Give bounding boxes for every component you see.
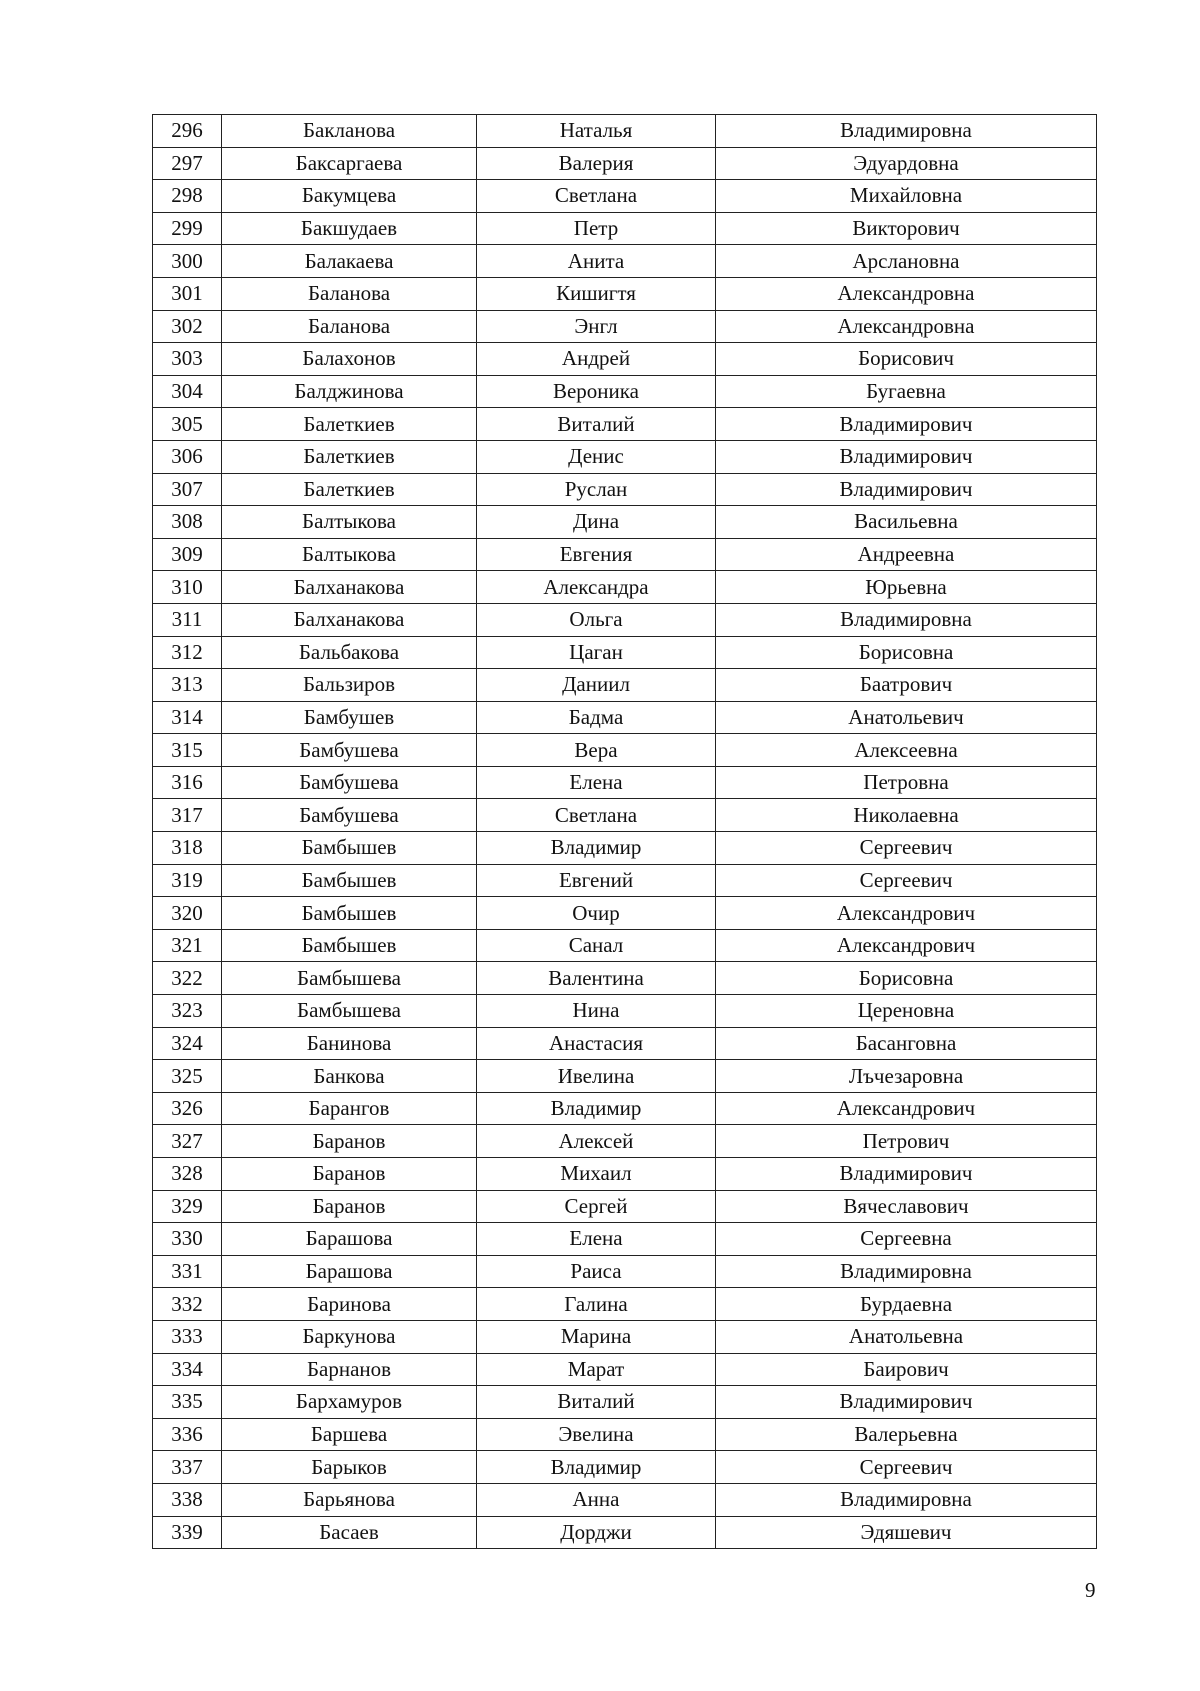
row-number-cell: 309 bbox=[153, 538, 222, 571]
patronymic-cell: Николаевна bbox=[716, 799, 1097, 832]
first-name-cell: Валентина bbox=[477, 962, 716, 995]
last-name-cell: Басаев bbox=[222, 1516, 477, 1549]
row-number-cell: 333 bbox=[153, 1320, 222, 1353]
patronymic-cell: Алексеевна bbox=[716, 734, 1097, 767]
row-number-cell: 327 bbox=[153, 1125, 222, 1158]
last-name-cell: Балеткиев bbox=[222, 408, 477, 441]
row-number-cell: 339 bbox=[153, 1516, 222, 1549]
patronymic-cell: Владимирович bbox=[716, 1158, 1097, 1191]
last-name-cell: Бамбышев bbox=[222, 864, 477, 897]
last-name-cell: Балтыкова bbox=[222, 538, 477, 571]
patronymic-cell: Владимировна bbox=[716, 1255, 1097, 1288]
table-row bbox=[153, 212, 1097, 245]
patronymic-cell: Юрьевна bbox=[716, 571, 1097, 604]
table-row bbox=[153, 147, 1097, 180]
table-row bbox=[153, 766, 1097, 799]
row-number-cell: 329 bbox=[153, 1190, 222, 1223]
patronymic-cell: Сергеевич bbox=[716, 832, 1097, 865]
last-name-cell: Банинова bbox=[222, 1027, 477, 1060]
table-row bbox=[153, 343, 1097, 376]
table-row bbox=[153, 1027, 1097, 1060]
patronymic-cell: Александрович bbox=[716, 897, 1097, 930]
row-number-cell: 331 bbox=[153, 1255, 222, 1288]
row-number-cell: 332 bbox=[153, 1288, 222, 1321]
last-name-cell: Банкова bbox=[222, 1060, 477, 1093]
row-number-cell: 298 bbox=[153, 180, 222, 213]
row-number-cell: 321 bbox=[153, 929, 222, 962]
row-number-cell: 314 bbox=[153, 701, 222, 734]
patronymic-cell: Борисовна bbox=[716, 636, 1097, 669]
row-number-cell: 320 bbox=[153, 897, 222, 930]
row-number-cell: 334 bbox=[153, 1353, 222, 1386]
last-name-cell: Балеткиев bbox=[222, 473, 477, 506]
last-name-cell: Бамбышева bbox=[222, 962, 477, 995]
last-name-cell: Балахонов bbox=[222, 343, 477, 376]
last-name-cell: Баранов bbox=[222, 1158, 477, 1191]
first-name-cell: Руслан bbox=[477, 473, 716, 506]
patronymic-cell: Эдуардовна bbox=[716, 147, 1097, 180]
first-name-cell: Сергей bbox=[477, 1190, 716, 1223]
first-name-cell: Дина bbox=[477, 506, 716, 539]
last-name-cell: Барашова bbox=[222, 1255, 477, 1288]
table-row bbox=[153, 1353, 1097, 1386]
row-number-cell: 313 bbox=[153, 669, 222, 702]
table-row bbox=[153, 277, 1097, 310]
table-row bbox=[153, 180, 1097, 213]
table-row bbox=[153, 1320, 1097, 1353]
last-name-cell: Бамбушев bbox=[222, 701, 477, 734]
first-name-cell: Марат bbox=[477, 1353, 716, 1386]
patronymic-cell: Александровна bbox=[716, 310, 1097, 343]
table-row bbox=[153, 636, 1097, 669]
first-name-cell: Евгений bbox=[477, 864, 716, 897]
row-number-cell: 325 bbox=[153, 1060, 222, 1093]
table-row bbox=[153, 538, 1097, 571]
first-name-cell: Эвелина bbox=[477, 1418, 716, 1451]
table-row bbox=[153, 1158, 1097, 1191]
last-name-cell: Бамбушева bbox=[222, 734, 477, 767]
table-row bbox=[153, 799, 1097, 832]
patronymic-cell: Владимировна bbox=[716, 115, 1097, 148]
last-name-cell: Баранов bbox=[222, 1190, 477, 1223]
table-row bbox=[153, 1516, 1097, 1549]
table-row bbox=[153, 1092, 1097, 1125]
patronymic-cell: Лъчезаровна bbox=[716, 1060, 1097, 1093]
last-name-cell: Баранов bbox=[222, 1125, 477, 1158]
first-name-cell: Анита bbox=[477, 245, 716, 278]
row-number-cell: 322 bbox=[153, 962, 222, 995]
row-number-cell: 305 bbox=[153, 408, 222, 441]
table-row bbox=[153, 929, 1097, 962]
first-name-cell: Валерия bbox=[477, 147, 716, 180]
first-name-cell: Даниил bbox=[477, 669, 716, 702]
last-name-cell: Баршева bbox=[222, 1418, 477, 1451]
patronymic-cell: Сергеевна bbox=[716, 1223, 1097, 1256]
table-row bbox=[153, 506, 1097, 539]
first-name-cell: Владимир bbox=[477, 1092, 716, 1125]
last-name-cell: Бакланова bbox=[222, 115, 477, 148]
last-name-cell: Бархамуров bbox=[222, 1386, 477, 1419]
table-row bbox=[153, 1125, 1097, 1158]
first-name-cell: Ивелина bbox=[477, 1060, 716, 1093]
patronymic-cell: Александрович bbox=[716, 1092, 1097, 1125]
first-name-cell: Наталья bbox=[477, 115, 716, 148]
row-number-cell: 302 bbox=[153, 310, 222, 343]
last-name-cell: Бамбышев bbox=[222, 897, 477, 930]
patronymic-cell: Владимирович bbox=[716, 1386, 1097, 1419]
patronymic-cell: Владимировна bbox=[716, 603, 1097, 636]
table-row bbox=[153, 897, 1097, 930]
row-number-cell: 328 bbox=[153, 1158, 222, 1191]
row-number-cell: 336 bbox=[153, 1418, 222, 1451]
patronymic-cell: Владимирович bbox=[716, 408, 1097, 441]
table-row bbox=[153, 245, 1097, 278]
first-name-cell: Светлана bbox=[477, 180, 716, 213]
first-name-cell: Александра bbox=[477, 571, 716, 604]
patronymic-cell: Сергеевич bbox=[716, 1451, 1097, 1484]
first-name-cell: Кишигтя bbox=[477, 277, 716, 310]
patronymic-cell: Петрович bbox=[716, 1125, 1097, 1158]
patronymic-cell: Арслановна bbox=[716, 245, 1097, 278]
table-row bbox=[153, 995, 1097, 1028]
patronymic-cell: Владимировна bbox=[716, 1483, 1097, 1516]
patronymic-cell: Баирович bbox=[716, 1353, 1097, 1386]
first-name-cell: Бадма bbox=[477, 701, 716, 734]
last-name-cell: Бамбышев bbox=[222, 832, 477, 865]
first-name-cell: Ольга bbox=[477, 603, 716, 636]
table-row bbox=[153, 701, 1097, 734]
row-number-cell: 304 bbox=[153, 375, 222, 408]
row-number-cell: 299 bbox=[153, 212, 222, 245]
patronymic-cell: Викторович bbox=[716, 212, 1097, 245]
row-number-cell: 323 bbox=[153, 995, 222, 1028]
row-number-cell: 300 bbox=[153, 245, 222, 278]
table-row bbox=[153, 571, 1097, 604]
patronymic-cell: Цереновна bbox=[716, 995, 1097, 1028]
last-name-cell: Бакшудаев bbox=[222, 212, 477, 245]
last-name-cell: Бамбушева bbox=[222, 799, 477, 832]
last-name-cell: Бальбакова bbox=[222, 636, 477, 669]
last-name-cell: Баксаргаева bbox=[222, 147, 477, 180]
patronymic-cell: Владимирович bbox=[716, 440, 1097, 473]
row-number-cell: 307 bbox=[153, 473, 222, 506]
table-row bbox=[153, 1288, 1097, 1321]
row-number-cell: 311 bbox=[153, 603, 222, 636]
table-row bbox=[153, 375, 1097, 408]
row-number-cell: 316 bbox=[153, 766, 222, 799]
table-row bbox=[153, 1483, 1097, 1516]
row-number-cell: 301 bbox=[153, 277, 222, 310]
row-number-cell: 318 bbox=[153, 832, 222, 865]
patronymic-cell: Анатольевна bbox=[716, 1320, 1097, 1353]
first-name-cell: Раиса bbox=[477, 1255, 716, 1288]
patronymic-cell: Александрович bbox=[716, 929, 1097, 962]
patronymic-cell: Анатольевич bbox=[716, 701, 1097, 734]
patronymic-cell: Александровна bbox=[716, 277, 1097, 310]
last-name-cell: Баланова bbox=[222, 310, 477, 343]
first-name-cell: Санал bbox=[477, 929, 716, 962]
first-name-cell: Цаган bbox=[477, 636, 716, 669]
row-number-cell: 303 bbox=[153, 343, 222, 376]
table-row bbox=[153, 473, 1097, 506]
last-name-cell: Барашова bbox=[222, 1223, 477, 1256]
table-row bbox=[153, 1386, 1097, 1419]
last-name-cell: Баркунова bbox=[222, 1320, 477, 1353]
patronymic-cell: Валерьевна bbox=[716, 1418, 1097, 1451]
first-name-cell: Елена bbox=[477, 766, 716, 799]
last-name-cell: Бамбышев bbox=[222, 929, 477, 962]
patronymic-cell: Сергеевич bbox=[716, 864, 1097, 897]
table-row bbox=[153, 310, 1097, 343]
row-number-cell: 315 bbox=[153, 734, 222, 767]
last-name-cell: Балханакова bbox=[222, 571, 477, 604]
row-number-cell: 337 bbox=[153, 1451, 222, 1484]
patronymic-cell: Вячеславович bbox=[716, 1190, 1097, 1223]
first-name-cell: Михаил bbox=[477, 1158, 716, 1191]
last-name-cell: Барангов bbox=[222, 1092, 477, 1125]
row-number-cell: 324 bbox=[153, 1027, 222, 1060]
table-row bbox=[153, 1060, 1097, 1093]
row-number-cell: 312 bbox=[153, 636, 222, 669]
table-row bbox=[153, 1255, 1097, 1288]
table-row bbox=[153, 603, 1097, 636]
table-row bbox=[153, 669, 1097, 702]
last-name-cell: Барнанов bbox=[222, 1353, 477, 1386]
last-name-cell: Барыков bbox=[222, 1451, 477, 1484]
first-name-cell: Виталий bbox=[477, 408, 716, 441]
first-name-cell: Владимир bbox=[477, 832, 716, 865]
table-row bbox=[153, 1190, 1097, 1223]
first-name-cell: Евгения bbox=[477, 538, 716, 571]
last-name-cell: Баринова bbox=[222, 1288, 477, 1321]
patronymic-cell: Борисович bbox=[716, 343, 1097, 376]
first-name-cell: Денис bbox=[477, 440, 716, 473]
table-row bbox=[153, 734, 1097, 767]
table-row bbox=[153, 440, 1097, 473]
last-name-cell: Бакумцева bbox=[222, 180, 477, 213]
first-name-cell: Алексей bbox=[477, 1125, 716, 1158]
row-number-cell: 330 bbox=[153, 1223, 222, 1256]
last-name-cell: Балакаева bbox=[222, 245, 477, 278]
row-number-cell: 308 bbox=[153, 506, 222, 539]
last-name-cell: Бамбушева bbox=[222, 766, 477, 799]
first-name-cell: Марина bbox=[477, 1320, 716, 1353]
patronymic-cell: Петровна bbox=[716, 766, 1097, 799]
row-number-cell: 306 bbox=[153, 440, 222, 473]
roster-table bbox=[152, 114, 1097, 1549]
page-number: 9 bbox=[1085, 1578, 1096, 1602]
patronymic-cell: Баатрович bbox=[716, 669, 1097, 702]
row-number-cell: 310 bbox=[153, 571, 222, 604]
patronymic-cell: Бугаевна bbox=[716, 375, 1097, 408]
first-name-cell: Владимир bbox=[477, 1451, 716, 1484]
last-name-cell: Балджинова bbox=[222, 375, 477, 408]
last-name-cell: Балеткиев bbox=[222, 440, 477, 473]
patronymic-cell: Васильевна bbox=[716, 506, 1097, 539]
table-row bbox=[153, 1223, 1097, 1256]
first-name-cell: Галина bbox=[477, 1288, 716, 1321]
last-name-cell: Бальзиров bbox=[222, 669, 477, 702]
first-name-cell: Очир bbox=[477, 897, 716, 930]
first-name-cell: Энгл bbox=[477, 310, 716, 343]
first-name-cell: Вера bbox=[477, 734, 716, 767]
table-row bbox=[153, 1418, 1097, 1451]
table-row bbox=[153, 115, 1097, 148]
patronymic-cell: Басанговна bbox=[716, 1027, 1097, 1060]
last-name-cell: Балтыкова bbox=[222, 506, 477, 539]
table-row bbox=[153, 864, 1097, 897]
patronymic-cell: Андреевна bbox=[716, 538, 1097, 571]
row-number-cell: 326 bbox=[153, 1092, 222, 1125]
row-number-cell: 335 bbox=[153, 1386, 222, 1419]
table-row bbox=[153, 962, 1097, 995]
table-row bbox=[153, 832, 1097, 865]
table-row bbox=[153, 1451, 1097, 1484]
patronymic-cell: Эдяшевич bbox=[716, 1516, 1097, 1549]
table-row bbox=[153, 408, 1097, 441]
patronymic-cell: Владимирович bbox=[716, 473, 1097, 506]
last-name-cell: Барьянова bbox=[222, 1483, 477, 1516]
first-name-cell: Вероника bbox=[477, 375, 716, 408]
first-name-cell: Светлана bbox=[477, 799, 716, 832]
roster-table-body bbox=[153, 115, 1097, 1549]
row-number-cell: 338 bbox=[153, 1483, 222, 1516]
first-name-cell: Анастасия bbox=[477, 1027, 716, 1060]
first-name-cell: Петр bbox=[477, 212, 716, 245]
patronymic-cell: Михайловна bbox=[716, 180, 1097, 213]
row-number-cell: 317 bbox=[153, 799, 222, 832]
first-name-cell: Андрей bbox=[477, 343, 716, 376]
row-number-cell: 296 bbox=[153, 115, 222, 148]
first-name-cell: Нина bbox=[477, 995, 716, 1028]
patronymic-cell: Борисовна bbox=[716, 962, 1097, 995]
first-name-cell: Виталий bbox=[477, 1386, 716, 1419]
first-name-cell: Елена bbox=[477, 1223, 716, 1256]
patronymic-cell: Бурдаевна bbox=[716, 1288, 1097, 1321]
last-name-cell: Баланова bbox=[222, 277, 477, 310]
last-name-cell: Балханакова bbox=[222, 603, 477, 636]
last-name-cell: Бамбышева bbox=[222, 995, 477, 1028]
row-number-cell: 319 bbox=[153, 864, 222, 897]
first-name-cell: Дорджи bbox=[477, 1516, 716, 1549]
row-number-cell: 297 bbox=[153, 147, 222, 180]
first-name-cell: Анна bbox=[477, 1483, 716, 1516]
